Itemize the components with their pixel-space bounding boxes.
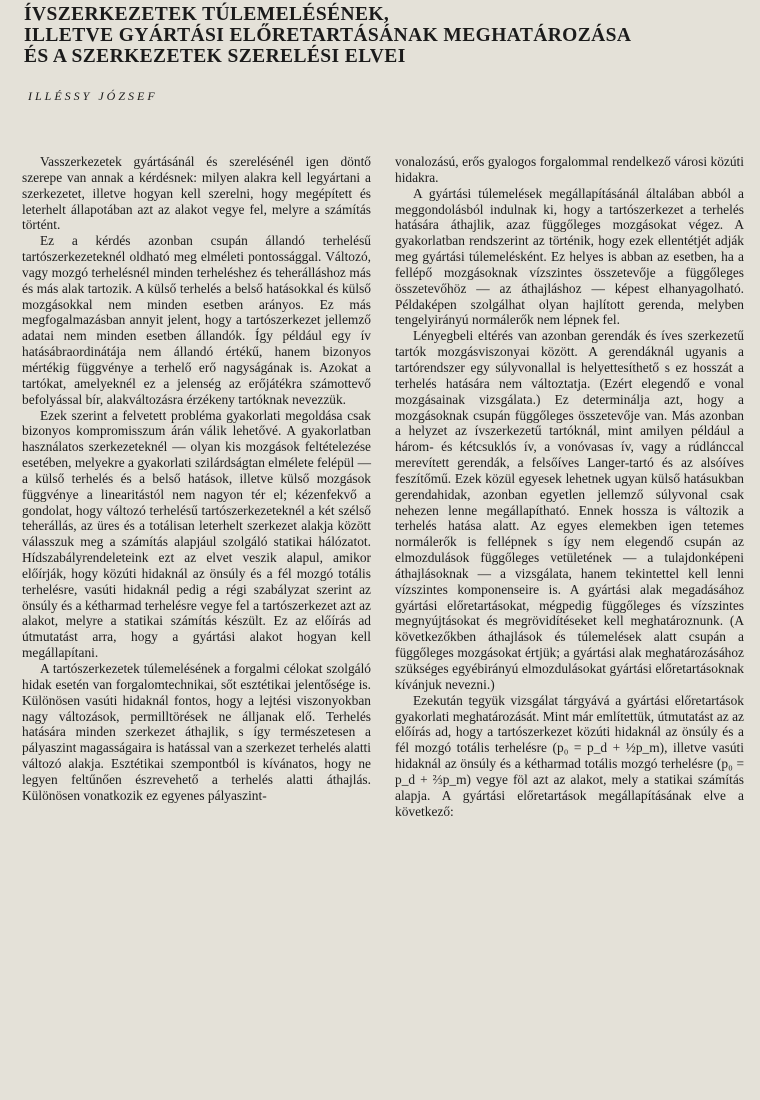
body-columns [22,154,744,1100]
title-line: ILLETVE GYÁRTÁSI ELŐRETARTÁSÁNAK MEGHATÁROZÁSA [24,25,632,46]
article-title [24,4,742,67]
paragraph-continued: vonalozású, erős gyalogos forgalommal rendelkező városi közúti hidakra. [395,154,744,185]
paragraph: A gyártási túlemelések megállapításánál általában abból a meggondolásból indulnak ki, hogy a tartószerkezet a terhelés hatására áthajlik, azaz függőleges mozgásokat végez. A gyakorlatban rendszerint az történik, hogy ezek ellentétjét adják meg gyártási túlemelésként. Ez helyes is abban az esetben, ha a fellépő mozgásoknak vízszintes összetevője a függőleges összetevőhöz — az áthajláshoz — képest elhanyagolható. Példaképen szolgálhat olyan hajlított gerenda, melyben tengelyirányú normálerők nem lépnek fel. [395,185,744,328]
paragraph: Ezekután tegyük vizsgálat tárgyává a gyártási előretartások gyakorlati meghatározását. Mint már említettük, útmutatást az az előírás ad, hogy a tartószerkezet közúti hidaknál az önsúly és a fél mozgó totális terhelésre (p₀ = p_d + ½p_m), illetve vasúti hidaknál az önsúly és a kétharmad totális mozgó terhelésre (p₀ = p_d + ⅔p_m) vegye föl azt az alakot, mely a statikai számítás alapja. A gyártási előretartások megállapításának elve a következő: [395,692,744,819]
paragraph: Ezek szerint a felvetett probléma gyakorlati megoldása csak bizonyos kompromisszum árán válik lehetővé. A gyakorlatban használatos szerkezeteknél — olyan kis mozgások feltételezése esetében, melyekre a gyakorlati szilárdságtan elmélete felépül — a külső terhelés és a belső hatások, illetve külső mozgások függvénye a linearitástól nem nagyon tér el; kézenfekvő a gondolat, hogy változó terhelésű tartószerkezeteknél a két szélső teherállás, az üres és a totálisan leterhelt szerkezet alakja között válasszuk meg a számítás alapjául szolgáló statikai hálózatot. Hídszabályrendeleteink ezt az elvet veszik alapul, amikor előírják, hogy közúti hidaknál az önsúly és a fél mozgó totális terhelésre, vasúti hidaknál pedig a régi szabályzat szerint az önsúly és a kétharmad terhelésre vegye fel a tartószerkezet azt az alakot, melyre a statikai számítás készült. Ez az előírás ad útmutatást arra, hogy a gyártási alakot hogyan kell megállapítani. [22,407,371,661]
title-line: ÉS A SZERKEZETEK SZERELÉSI ELVEI [24,46,406,67]
title-line: ÍVSZERKEZETEK TÚLEMELÉSÉNEK, [24,4,390,25]
paragraph: Ez a kérdés azonban csupán állandó terhelésű tartószerkezeteknél oldható meg elméleti pontossággal. Változó, vagy mozgó terhelésnél minden terheléshez és teherálláshoz más és más alak tartozik. A külső terhelés a belső hatásokkal és külső mozgásokkal nem minden esetben arányos. Ez más megfogalmazásban annyit jelent, hogy a tartószerkezet jellemző adatai nem minden esetben állandók. Így például egy ív hatásábraordinátája nem állandó értékű, hanem bizonyos mértékig függvénye a terhelő erő nagyságának is. Azokat a tartókat, amelyeknél ez a jelenség az erőjátékra számottevő befolyással bír, alakváltozásra érzékeny tartóknak nevezzük. [22,233,371,407]
right-column [395,154,744,1100]
paragraph: Lényegbeli eltérés van azonban gerendák és íves szerkezetű tartók mozgásviszonyai között. A gerendáknál ugyanis a tartórendszer egy súlyvonallal is helyettesíthető s ez hosszát a terhelés hatására nem változtatja. (Ezért elegendő e vonal mozgásainak vizsgálata.) Ez determinálja azt, hogy a mozgásoknak csupán függőleges összetevője van. Más azonban a helyzet az ívszerkezetű tartóknál, mint amilyen például a három- és kétcsuklós ív, a vonóvasas ív, vagy a rúdlánccal merevített gerendák, a felsőíves Langer-tartó és az alsóíves feszítőmű. Ezek közül egyesek lehetnek ugyan külső hatásukban gerendahidak, azonban egyetlen jellemző súlyvonal csak nehezen lenne megállapítható. Ennek hossza is változik a terhelés hatása alatt. Az egyes elemekben igen tetemes normálerők is fellépnek s így nem elegendő csupán az elmozdulások függőleges vetületének — a tulajdonképeni áthajlásoknak — a vizsgálata, hanem tekintettel kell lenni vízszintes komponenseire is. A gyártási alak megadásához gyártási előretartásokat, mégpedig függőleges és vízszintes megnyújtásokat és megrövidítéseket kell meghatároznunk. (A következőkben áthajlások és túlemelések alatt csupán a függőleges mozgásokat értjük; a gyártási alak meghatározásához szükséges egyébirányú elmozdulásokat gyártási előretartásoknak kívánjuk nevezni.) [395,328,744,692]
paragraph: Vasszerkezetek gyártásánál és szerelésénél igen döntő szerepe van annak a kérdésnek: milyen alakra kell legyártani a szerkezetet, illetve hogyan kell szerelni, hogy megépített és leterhelt állapotában azt az alakot vegye fel, melyre a számítás történt. [22,154,371,233]
paragraph: A tartószerkezetek túlemelésének a forgalmi célokat szolgáló hidak esetén van forgalomtechnikai, sőt esztétikai jelentősége is. Különösen vasúti hidaknál fontos, hogy a lejtési viszonyokban nagy változások, permilltörések ne álljanak elő. Terhelés hatására minden szerkezet áthajlik, s így természetesen a pályaszint magasságaira is hatással van a szerkezet terhelés alatti változó alakja. Esztétikai szempontból is kívánatos, hogy ne legyen feltűnően észrevehető a terhelés alatti áthajlás. Különösen vonatkozik ez egyenes pályaszint- [22,661,371,803]
author-name: ILLÉSSY JÓZSEF [28,89,158,103]
left-column [22,154,371,1100]
